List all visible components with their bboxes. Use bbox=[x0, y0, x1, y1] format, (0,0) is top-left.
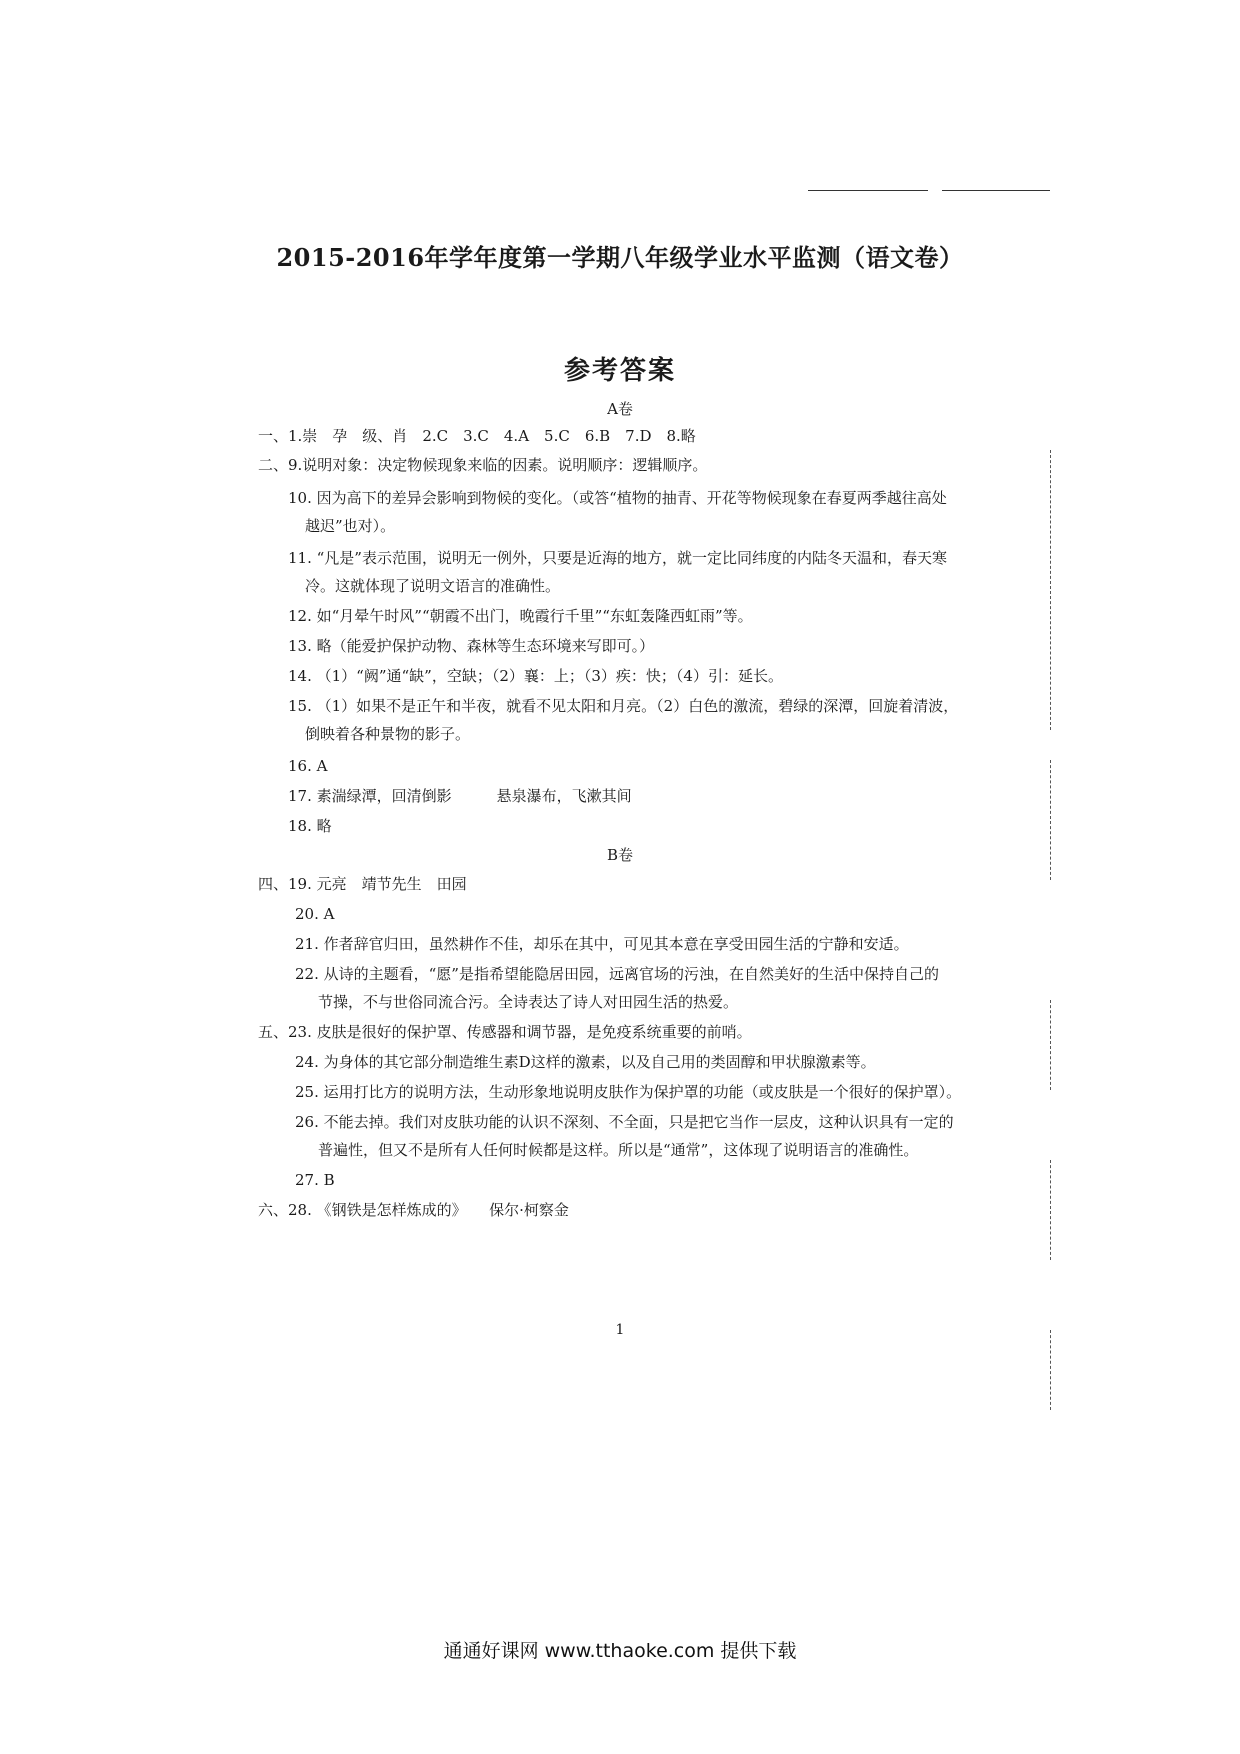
answer-q11-cont: 冷。这就体现了说明文语言的准确性。 bbox=[305, 577, 561, 595]
binding-mark bbox=[1050, 450, 1051, 730]
answer-q27: 27. B bbox=[295, 1171, 335, 1189]
answer-q26: 26. 不能去掉。我们对皮肤功能的认识不深刻、不全面，只是把它当作一层皮，这种认识具有一定的 bbox=[295, 1113, 954, 1131]
answer-q15-cont: 倒映着各种景物的影子。 bbox=[305, 725, 471, 743]
answer-q9: 二、9.说明对象：决定物候现象来临的因素。说明顺序：逻辑顺序。 bbox=[258, 456, 708, 474]
binding-mark bbox=[1050, 1160, 1051, 1260]
footer-download-note: 通通好课网 www.tthaoke.com 提供下载 bbox=[443, 1640, 797, 1662]
answer-q14: 14. （1）“阙”通“缺”，空缺；（2）襄：上；（3）疾：快；（4）引：延长。 bbox=[288, 667, 783, 685]
answer-q12: 12. 如“月晕午时风”“朝霞不出门，晚霞行千里”“东虹轰隆西虹雨”等。 bbox=[288, 607, 753, 625]
answer-q24: 24. 为身体的其它部分制造维生素D这样的激素，以及自己用的类固醇和甲状腺激素等。 bbox=[295, 1053, 876, 1071]
binding-mark bbox=[1050, 1330, 1051, 1410]
top-rule-left bbox=[808, 190, 928, 191]
answer-q19: 四、19. 元亮 靖节先生 田园 bbox=[258, 875, 467, 893]
answer-q26-cont: 普遍性，但又不是所有人任何时候都是这样。所以是“通常”，这体现了说明语言的准确性。 bbox=[318, 1141, 919, 1159]
answer-q22-cont: 节操，不与世俗同流合污。全诗表达了诗人对田园生活的热爱。 bbox=[318, 993, 739, 1011]
answer-q16: 16. A bbox=[288, 757, 328, 775]
answer-q18: 18. 略 bbox=[288, 817, 332, 835]
document-subtitle: 参考答案 bbox=[563, 356, 676, 386]
answer-q10: 10. 因为高下的差异会影响到物候的变化。（或答“植物的抽青、开花等物候现象在春夏两季越往高处 bbox=[288, 489, 947, 507]
binding-mark bbox=[1050, 1000, 1051, 1090]
answer-q1-8: 一、1.崇 孕 级、肖 2.C 3.C 4.A 5.C 6.B 7.D 8.略 bbox=[258, 427, 696, 445]
answer-q10-cont: 越迟”也对）。 bbox=[305, 517, 396, 535]
section-b-label: B卷 bbox=[606, 846, 634, 864]
answer-q21: 21. 作者辞官归田，虽然耕作不佳，却乐在其中，可见其本意在享受田园生活的宁静和安适。 bbox=[295, 935, 909, 953]
answer-q17: 17. 素湍绿潭，回清倒影 悬泉瀑布，飞漱其间 bbox=[288, 787, 632, 805]
answer-q28: 六、28. 《钢铁是怎样炼成的》 保尔·柯察金 bbox=[258, 1201, 569, 1219]
page-number: 1 bbox=[615, 1322, 625, 1338]
answer-q23: 五、23. 皮肤是很好的保护罩、传感器和调节器，是免疫系统重要的前哨。 bbox=[258, 1023, 752, 1041]
top-rule-right bbox=[942, 190, 1050, 191]
answer-q22: 22. 从诗的主题看，“愿”是指希望能隐居田园，远离官场的污浊，在自然美好的生活中保持自己的 bbox=[295, 965, 939, 983]
document-title: 2015-2016年学年度第一学期八年级学业水平监测（语文卷） bbox=[276, 243, 964, 272]
answer-q11: 11. “凡是”表示范围，说明无一例外，只要是近海的地方，就一定比同纬度的内陆冬天温和，春天寒 bbox=[288, 549, 947, 567]
answer-q25: 25. 运用打比方的说明方法，生动形象地说明皮肤作为保护罩的功能（或皮肤是一个很好的保护罩）。 bbox=[295, 1083, 962, 1101]
answer-q20: 20. A bbox=[295, 905, 335, 923]
answer-q13: 13. 略（能爱护保护动物、森林等生态环境来写即可。） bbox=[288, 637, 655, 655]
answer-q15: 15. （1）如果不是正午和半夜，就看不见太阳和月亮。（2）白色的激流，碧绿的深潭，回旋着清波， bbox=[288, 697, 959, 715]
section-a-label: A卷 bbox=[607, 400, 633, 418]
